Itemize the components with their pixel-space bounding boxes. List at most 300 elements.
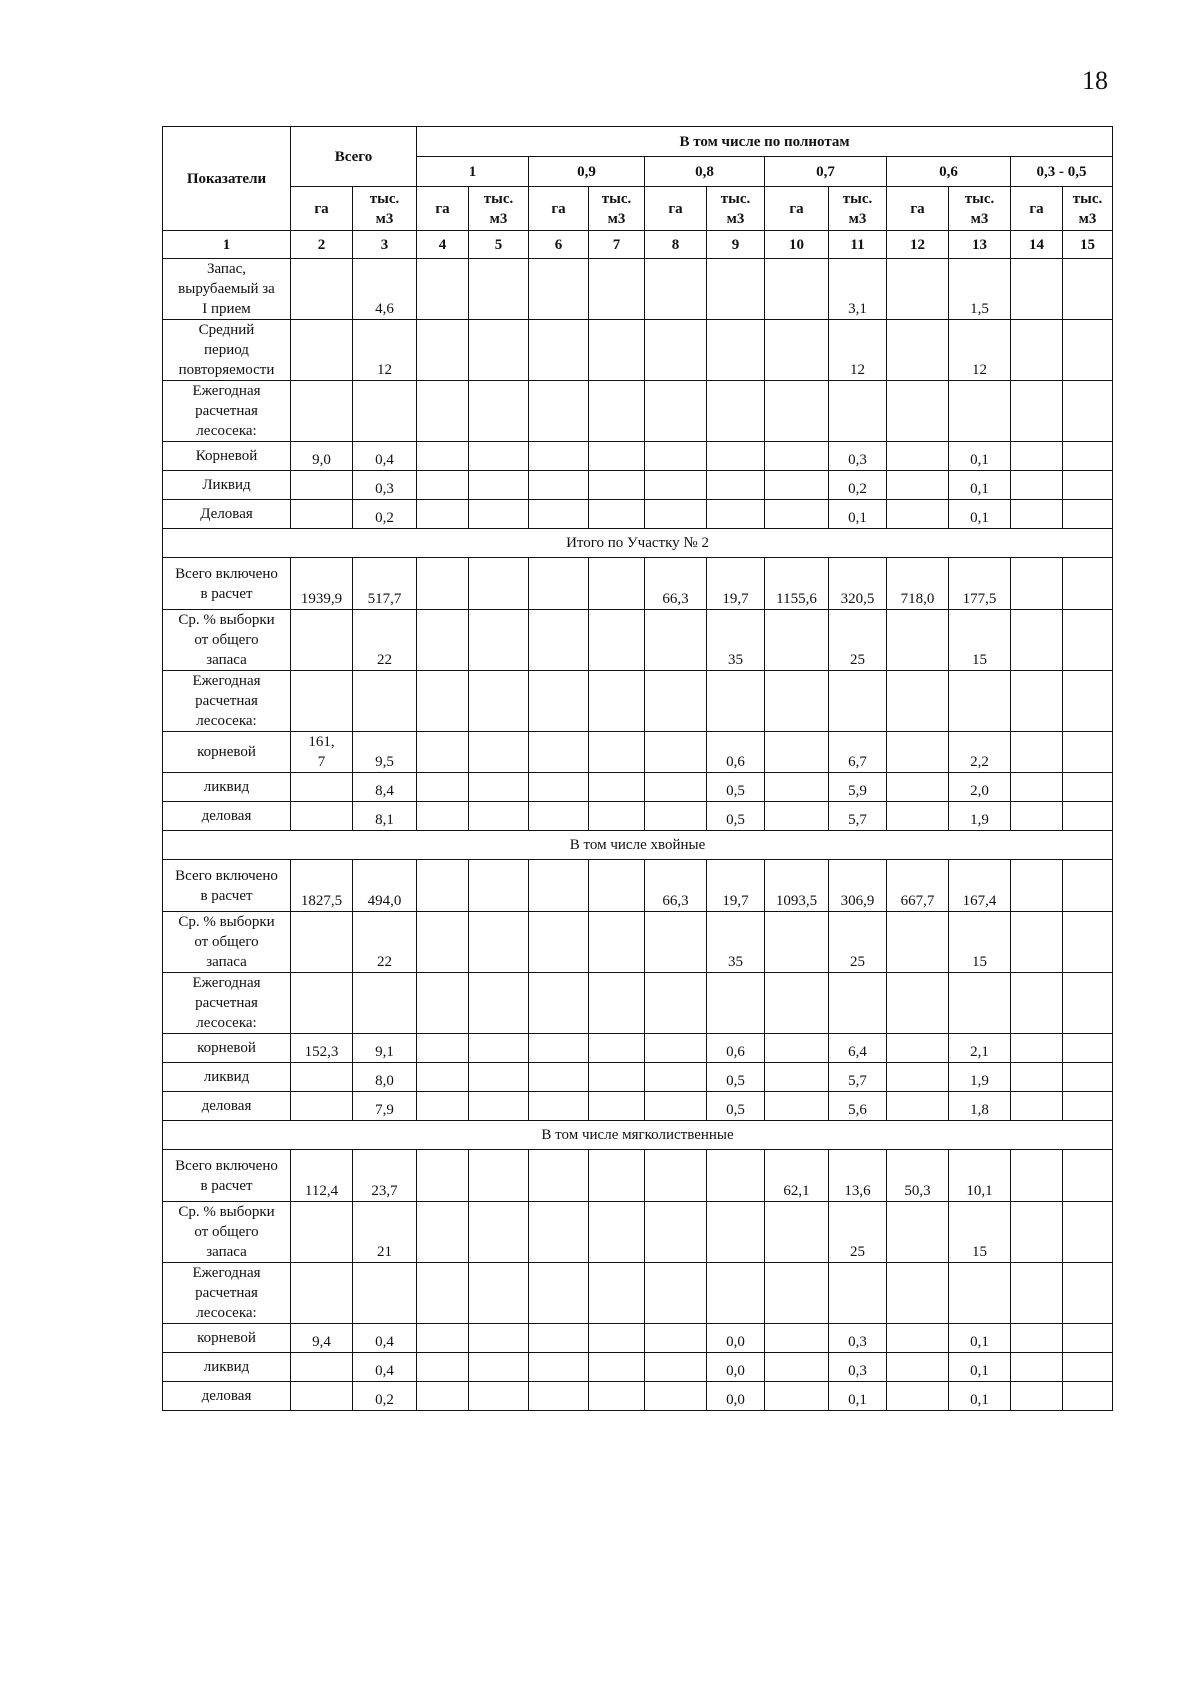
- column-number: 10: [765, 231, 829, 259]
- table-cell: 12: [353, 320, 417, 381]
- table-cell: [887, 500, 949, 529]
- table-cell: [529, 1150, 589, 1202]
- table-cell: [529, 1202, 589, 1263]
- table-cell: [469, 610, 529, 671]
- table-cell: [1063, 259, 1113, 320]
- table-cell: [417, 558, 469, 610]
- table-cell: 9,1: [353, 1034, 417, 1063]
- table-cell: [887, 1092, 949, 1121]
- table-cell: [1011, 381, 1063, 442]
- table-row: [163, 320, 1113, 381]
- unit-thous-m3: тыс. м3: [829, 187, 887, 231]
- table-cell: 9,0: [291, 442, 353, 471]
- table-cell: [707, 973, 765, 1034]
- column-number: 8: [645, 231, 707, 259]
- table-cell: [529, 671, 589, 732]
- table-row: [163, 558, 1113, 610]
- table-cell: [417, 1034, 469, 1063]
- table-cell: [589, 442, 645, 471]
- table-cell: [765, 671, 829, 732]
- table-cell: [1011, 471, 1063, 500]
- table-cell: 0,6: [707, 732, 765, 773]
- table-row: [163, 912, 1113, 973]
- column-number: 3: [353, 231, 417, 259]
- header-density: 1: [417, 157, 529, 187]
- table-cell: 161, 7: [291, 732, 353, 773]
- table-cell: 35: [707, 912, 765, 973]
- table-cell: [765, 1202, 829, 1263]
- table-cell: [645, 610, 707, 671]
- table-cell: [589, 381, 645, 442]
- table-cell: [469, 471, 529, 500]
- table-cell: [645, 471, 707, 500]
- table-cell: 0,5: [707, 1092, 765, 1121]
- table-cell: 0,1: [949, 1353, 1011, 1382]
- table-row: [163, 1202, 1113, 1263]
- row-label: деловая: [163, 1092, 291, 1121]
- table-cell: [1011, 1324, 1063, 1353]
- row-label: Ликвид: [163, 471, 291, 500]
- table-cell: 517,7: [353, 558, 417, 610]
- table-cell: [707, 381, 765, 442]
- table-cell: [765, 500, 829, 529]
- table-cell: 0,5: [707, 773, 765, 802]
- section-header-row: [163, 529, 1113, 558]
- column-number: 12: [887, 231, 949, 259]
- table-cell: [829, 1263, 887, 1324]
- table-cell: [645, 1034, 707, 1063]
- section-title: Итого по Участку № 2: [163, 529, 1113, 558]
- table-cell: 21: [353, 1202, 417, 1263]
- table-cell: 9,4: [291, 1324, 353, 1353]
- row-label: Всего включено в расчет: [163, 860, 291, 912]
- table-cell: [417, 860, 469, 912]
- table-cell: [765, 1324, 829, 1353]
- table-cell: 0,1: [949, 1382, 1011, 1411]
- table-cell: [645, 1324, 707, 1353]
- table-cell: 0,4: [353, 442, 417, 471]
- row-label: Запас, вырубаемый за I прием: [163, 259, 291, 320]
- row-label: деловая: [163, 802, 291, 831]
- unit-ha: га: [417, 187, 469, 231]
- table-cell: [417, 912, 469, 973]
- table-cell: [529, 1063, 589, 1092]
- table-cell: 8,0: [353, 1063, 417, 1092]
- table-cell: 25: [829, 1202, 887, 1263]
- table-cell: [1063, 1382, 1113, 1411]
- table-cell: [887, 1063, 949, 1092]
- unit-thous-m3: тыс. м3: [1063, 187, 1113, 231]
- table-cell: [1063, 1150, 1113, 1202]
- table-cell: [529, 802, 589, 831]
- table-cell: [589, 1382, 645, 1411]
- table-cell: [417, 973, 469, 1034]
- table-cell: [1063, 442, 1113, 471]
- table-cell: 2,2: [949, 732, 1011, 773]
- table-cell: [645, 500, 707, 529]
- table-cell: [887, 320, 949, 381]
- row-label: деловая: [163, 1382, 291, 1411]
- unit-ha: га: [765, 187, 829, 231]
- table-cell: 15: [949, 1202, 1011, 1263]
- table-cell: [707, 671, 765, 732]
- table-cell: [589, 773, 645, 802]
- table-cell: 1827,5: [291, 860, 353, 912]
- table-cell: [887, 802, 949, 831]
- table-cell: 167,4: [949, 860, 1011, 912]
- table-cell: [949, 1263, 1011, 1324]
- table-cell: [589, 1034, 645, 1063]
- table-cell: [469, 1353, 529, 1382]
- table-row: [163, 860, 1113, 912]
- table-cell: [887, 610, 949, 671]
- table-cell: [291, 1353, 353, 1382]
- table-cell: [887, 912, 949, 973]
- table-cell: [765, 1353, 829, 1382]
- table-cell: [1011, 1353, 1063, 1382]
- table-cell: [529, 732, 589, 773]
- table-cell: [469, 500, 529, 529]
- table-cell: [291, 1202, 353, 1263]
- table-cell: [291, 802, 353, 831]
- table-cell: [1011, 773, 1063, 802]
- table-cell: [1063, 500, 1113, 529]
- table-cell: [353, 973, 417, 1034]
- table-row: [163, 471, 1113, 500]
- table-cell: [829, 973, 887, 1034]
- table-cell: 62,1: [765, 1150, 829, 1202]
- table-cell: 13,6: [829, 1150, 887, 1202]
- table-cell: 5,9: [829, 773, 887, 802]
- table-cell: [1063, 1263, 1113, 1324]
- table-cell: [645, 1150, 707, 1202]
- table-cell: [1011, 802, 1063, 831]
- table-cell: [887, 1202, 949, 1263]
- table-cell: [1011, 1092, 1063, 1121]
- table-cell: 35: [707, 610, 765, 671]
- table-cell: [1063, 1034, 1113, 1063]
- table-cell: [1063, 471, 1113, 500]
- table-cell: [469, 558, 529, 610]
- header-indicators: Показатели: [163, 127, 291, 231]
- unit-thous-m3: тыс. м3: [469, 187, 529, 231]
- table-row: [163, 773, 1113, 802]
- section-title: В том числе мягколиственные: [163, 1121, 1113, 1150]
- header-density: 0,9: [529, 157, 645, 187]
- table-cell: [707, 1263, 765, 1324]
- table-cell: [887, 1263, 949, 1324]
- table-cell: [469, 1324, 529, 1353]
- table-cell: [1011, 973, 1063, 1034]
- table-cell: [469, 773, 529, 802]
- table-cell: [589, 500, 645, 529]
- table-cell: 0,2: [353, 1382, 417, 1411]
- table-cell: [765, 259, 829, 320]
- table-cell: [1011, 860, 1063, 912]
- table-cell: [417, 773, 469, 802]
- table-row: [163, 1382, 1113, 1411]
- table-cell: [589, 610, 645, 671]
- table-cell: [1011, 671, 1063, 732]
- table-cell: [469, 259, 529, 320]
- column-number: 9: [707, 231, 765, 259]
- table-cell: [707, 320, 765, 381]
- table-cell: [765, 442, 829, 471]
- table-cell: 15: [949, 912, 1011, 973]
- table-cell: [1063, 381, 1113, 442]
- table-cell: [1063, 773, 1113, 802]
- table-cell: 19,7: [707, 860, 765, 912]
- column-number: 2: [291, 231, 353, 259]
- table-cell: [887, 732, 949, 773]
- table-cell: [765, 1263, 829, 1324]
- page-number: 18: [1082, 66, 1108, 95]
- table-cell: [829, 381, 887, 442]
- row-label: Ежегодная расчетная лесосека:: [163, 973, 291, 1034]
- unit-thous-m3: тыс. м3: [707, 187, 765, 231]
- table-cell: [645, 1092, 707, 1121]
- table-cell: [1011, 912, 1063, 973]
- table-cell: [1063, 1324, 1113, 1353]
- table-cell: [469, 1034, 529, 1063]
- table-cell: 66,3: [645, 860, 707, 912]
- table-cell: [1063, 860, 1113, 912]
- table-cell: 25: [829, 912, 887, 973]
- table-cell: [589, 1063, 645, 1092]
- table-cell: [589, 860, 645, 912]
- header-density: 0,6: [887, 157, 1011, 187]
- table-cell: [1063, 732, 1113, 773]
- table-cell: [1011, 1150, 1063, 1202]
- table-row: [163, 1353, 1113, 1382]
- table-cell: [645, 320, 707, 381]
- header-density: 0,8: [645, 157, 765, 187]
- table-cell: [529, 1092, 589, 1121]
- table-row: [163, 500, 1113, 529]
- table-cell: [469, 671, 529, 732]
- column-number: 15: [1063, 231, 1113, 259]
- forest-stock-table: [162, 126, 1113, 1411]
- table-row: [163, 671, 1113, 732]
- table-cell: [1063, 320, 1113, 381]
- row-label: Корневой: [163, 442, 291, 471]
- table-cell: [949, 381, 1011, 442]
- table-cell: [1011, 610, 1063, 671]
- table-cell: [529, 912, 589, 973]
- table-cell: [707, 500, 765, 529]
- unit-thous-m3: тыс. м3: [949, 187, 1011, 231]
- table-cell: [765, 1382, 829, 1411]
- column-number: 7: [589, 231, 645, 259]
- table-cell: [417, 1263, 469, 1324]
- table-cell: [417, 802, 469, 831]
- table-cell: [589, 732, 645, 773]
- table-cell: 7,9: [353, 1092, 417, 1121]
- table-cell: 1,8: [949, 1092, 1011, 1121]
- table-cell: [469, 381, 529, 442]
- table-cell: [353, 1263, 417, 1324]
- table-cell: [529, 610, 589, 671]
- unit-ha: га: [1011, 187, 1063, 231]
- unit-thous-m3: тыс. м3: [589, 187, 645, 231]
- table-cell: [645, 1202, 707, 1263]
- table-cell: [1063, 912, 1113, 973]
- table-cell: [1063, 973, 1113, 1034]
- table-cell: 66,3: [645, 558, 707, 610]
- table-cell: [291, 973, 353, 1034]
- table-cell: [645, 732, 707, 773]
- table-cell: [529, 1382, 589, 1411]
- table-row: [163, 973, 1113, 1034]
- table-cell: [1063, 558, 1113, 610]
- table-cell: [645, 442, 707, 471]
- table-cell: [417, 1092, 469, 1121]
- row-label: ликвид: [163, 773, 291, 802]
- table-cell: [353, 381, 417, 442]
- header-by-density: В том числе по полнотам: [417, 127, 1113, 157]
- table-cell: [645, 671, 707, 732]
- table-cell: 22: [353, 912, 417, 973]
- table-cell: 0,2: [353, 500, 417, 529]
- table-cell: [529, 471, 589, 500]
- table-row: [163, 442, 1113, 471]
- table-cell: 1,9: [949, 1063, 1011, 1092]
- table-cell: [417, 381, 469, 442]
- table-cell: 1093,5: [765, 860, 829, 912]
- table-cell: [589, 912, 645, 973]
- table-cell: [645, 1353, 707, 1382]
- table-cell: [589, 671, 645, 732]
- table-cell: [417, 610, 469, 671]
- table-cell: [1063, 802, 1113, 831]
- table-cell: [887, 471, 949, 500]
- table-cell: [707, 1150, 765, 1202]
- table-cell: 10,1: [949, 1150, 1011, 1202]
- row-label: Ср. % выборки от общего запаса: [163, 610, 291, 671]
- column-number: 13: [949, 231, 1011, 259]
- table-cell: [1063, 1202, 1113, 1263]
- table-cell: [765, 471, 829, 500]
- table-cell: 0,4: [353, 1353, 417, 1382]
- column-number: 4: [417, 231, 469, 259]
- table-cell: 0,1: [949, 1324, 1011, 1353]
- table-cell: 152,3: [291, 1034, 353, 1063]
- header-density: 0,3 - 0,5: [1011, 157, 1113, 187]
- unit-ha: га: [887, 187, 949, 231]
- row-label: Всего включено в расчет: [163, 558, 291, 610]
- table-cell: [887, 1353, 949, 1382]
- table-cell: 0,3: [829, 1353, 887, 1382]
- table-cell: [1011, 500, 1063, 529]
- table-cell: 5,6: [829, 1092, 887, 1121]
- row-label: корневой: [163, 1324, 291, 1353]
- table-cell: [645, 1063, 707, 1092]
- table-cell: [707, 442, 765, 471]
- table-cell: [529, 1353, 589, 1382]
- table-cell: [645, 259, 707, 320]
- table-cell: [529, 1324, 589, 1353]
- table-cell: [469, 1092, 529, 1121]
- table-cell: [887, 259, 949, 320]
- table-cell: [529, 1263, 589, 1324]
- table-cell: 23,7: [353, 1150, 417, 1202]
- table-cell: [707, 471, 765, 500]
- table-cell: [529, 500, 589, 529]
- table-cell: [291, 912, 353, 973]
- row-label: Ежегодная расчетная лесосека:: [163, 381, 291, 442]
- table-cell: 0,0: [707, 1353, 765, 1382]
- table-cell: [765, 732, 829, 773]
- header-density: 0,7: [765, 157, 887, 187]
- table-row: [163, 1324, 1113, 1353]
- table-cell: [1011, 1263, 1063, 1324]
- table-cell: [469, 1263, 529, 1324]
- table-cell: [469, 860, 529, 912]
- table-cell: [1063, 610, 1113, 671]
- row-label: Деловая: [163, 500, 291, 529]
- table-cell: [887, 1034, 949, 1063]
- table-cell: 1,5: [949, 259, 1011, 320]
- units-row: [163, 187, 1113, 231]
- table-cell: [589, 1150, 645, 1202]
- table-cell: [469, 973, 529, 1034]
- table-cell: [417, 259, 469, 320]
- table-cell: [291, 1092, 353, 1121]
- table-cell: [765, 1092, 829, 1121]
- table-cell: [645, 802, 707, 831]
- table-cell: [417, 471, 469, 500]
- table-cell: [529, 860, 589, 912]
- table-cell: [417, 1353, 469, 1382]
- table-cell: 2,0: [949, 773, 1011, 802]
- table-cell: 494,0: [353, 860, 417, 912]
- table-cell: [529, 973, 589, 1034]
- table-cell: [1011, 558, 1063, 610]
- table-cell: [1063, 1353, 1113, 1382]
- table-body: [163, 259, 1113, 1411]
- table-cell: [529, 259, 589, 320]
- table-cell: [589, 259, 645, 320]
- table-cell: 1939,9: [291, 558, 353, 610]
- row-label: ликвид: [163, 1353, 291, 1382]
- table-cell: 320,5: [829, 558, 887, 610]
- table-cell: [765, 912, 829, 973]
- row-label: ликвид: [163, 1063, 291, 1092]
- table-cell: 0,5: [707, 802, 765, 831]
- table-cell: [1063, 1092, 1113, 1121]
- unit-ha: га: [645, 187, 707, 231]
- table-cell: 50,3: [887, 1150, 949, 1202]
- table-cell: [589, 802, 645, 831]
- table-cell: [887, 773, 949, 802]
- table-cell: [887, 1324, 949, 1353]
- table-cell: 8,4: [353, 773, 417, 802]
- column-number: 6: [529, 231, 589, 259]
- table-cell: [417, 1382, 469, 1411]
- table-cell: [765, 1034, 829, 1063]
- table-cell: [645, 1382, 707, 1411]
- table-cell: 0,0: [707, 1382, 765, 1411]
- table-cell: [1011, 1063, 1063, 1092]
- table-cell: 2,1: [949, 1034, 1011, 1063]
- table-cell: 112,4: [291, 1150, 353, 1202]
- table-cell: [469, 912, 529, 973]
- table-cell: [529, 1034, 589, 1063]
- table-cell: [589, 1353, 645, 1382]
- table-cell: 12: [949, 320, 1011, 381]
- table-row: [163, 610, 1113, 671]
- table-cell: [645, 1263, 707, 1324]
